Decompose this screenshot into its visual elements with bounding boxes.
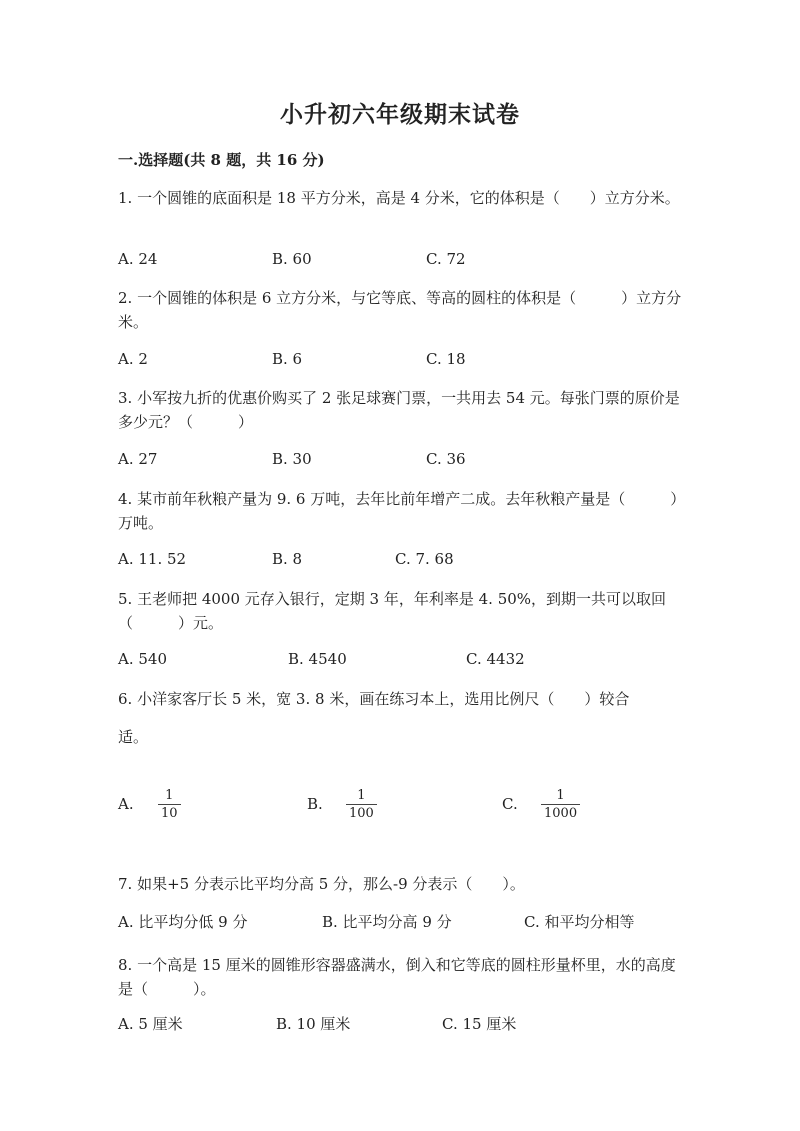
q6-option-c-fraction[interactable]: [541, 788, 580, 821]
q6-option-c-label[interactable]: C.: [502, 795, 518, 813]
fraction-bar: [541, 804, 580, 805]
section-heading: 一.选择题(共 8 题，共 16 分): [118, 151, 325, 169]
q1-option-b[interactable]: B. 60: [272, 250, 312, 268]
fraction-numerator: 1: [165, 788, 174, 803]
q5-option-b[interactable]: B. 4540: [288, 650, 347, 668]
q1-option-c[interactable]: C. 72: [426, 250, 466, 268]
fraction-bar: [158, 804, 181, 805]
exam-title: 小升初六年级期末试卷: [280, 101, 520, 128]
q5-option-a[interactable]: A. 540: [118, 650, 167, 668]
fraction-denominator: 10: [161, 806, 178, 821]
q4-option-b[interactable]: B. 8: [272, 550, 303, 568]
q2-option-b[interactable]: B. 6: [272, 350, 303, 368]
q8-option-c[interactable]: C. 15 厘米: [442, 1015, 517, 1033]
question-7: 7. 如果+5 分表示比平均分高 5 分，那么-9 分表示（ ）。: [118, 875, 525, 893]
fraction-denominator: 1000: [544, 806, 578, 821]
q1-option-a[interactable]: A. 24: [118, 250, 158, 268]
q5-option-c[interactable]: C. 4432: [466, 650, 525, 668]
q6-option-a-fraction[interactable]: [158, 788, 181, 821]
q4-option-c[interactable]: C. 7. 68: [395, 550, 454, 568]
q6-option-b-fraction[interactable]: [346, 788, 377, 821]
q7-option-a[interactable]: A. 比平均分低 9 分: [118, 913, 248, 931]
q7-option-c[interactable]: C. 和平均分相等: [524, 913, 635, 931]
q3-option-a[interactable]: A. 27: [118, 450, 158, 468]
q8-option-b[interactable]: B. 10 厘米: [276, 1015, 351, 1033]
q3-option-b[interactable]: B. 30: [272, 450, 312, 468]
q6-option-b-label[interactable]: B.: [307, 795, 323, 813]
fraction-numerator: 1: [556, 788, 565, 803]
question-3: 3. 小军按九折的优惠价购买了 2 张足球赛门票，一共用去 54 元。每张门票的原价是多少元？（ ）: [118, 389, 680, 431]
fraction-numerator: 1: [357, 788, 366, 803]
fraction-bar: [346, 804, 377, 805]
q8-option-a[interactable]: A. 5 厘米: [118, 1015, 183, 1033]
question-8: 8. 一个高是 15 厘米的圆锥形容器盛满水，倒入和它等底的圆柱形量杯里，水的高度是（ ）。: [118, 956, 676, 998]
question-1: 1. 一个圆锥的底面积是 18 平方分米，高是 4 分米，它的体积是（ ）立方分米。: [118, 189, 680, 207]
q2-option-c[interactable]: C. 18: [426, 350, 466, 368]
q6-option-a-label[interactable]: A.: [118, 795, 134, 813]
q4-option-a[interactable]: A. 11. 52: [118, 550, 187, 568]
q7-option-b[interactable]: B. 比平均分高 9 分: [322, 913, 452, 931]
q2-option-a[interactable]: A. 2: [118, 350, 148, 368]
fraction-denominator: 100: [349, 806, 374, 821]
question-6: 6. 小洋家客厅长 5 米，宽 3. 8 米，画在练习本上，选用比例尺（ ）较合: [118, 690, 630, 708]
question-4: 4. 某市前年秋粮产量为 9. 6 万吨，去年比前年增产二成。去年秋粮产量是（ ）万吨。: [118, 490, 678, 532]
question-2: 2. 一个圆锥的体积是 6 立方分米，与它等底、等高的圆柱的体积是（ ）立方分米。: [118, 289, 682, 331]
question-6-continuation: 适。: [118, 728, 149, 746]
question-5: 5. 王老师把 4000 元存入银行，定期 3 年，年利率是 4. 50%，到期一共可以取回（ ）元。: [118, 590, 667, 632]
q3-option-c[interactable]: C. 36: [426, 450, 466, 468]
